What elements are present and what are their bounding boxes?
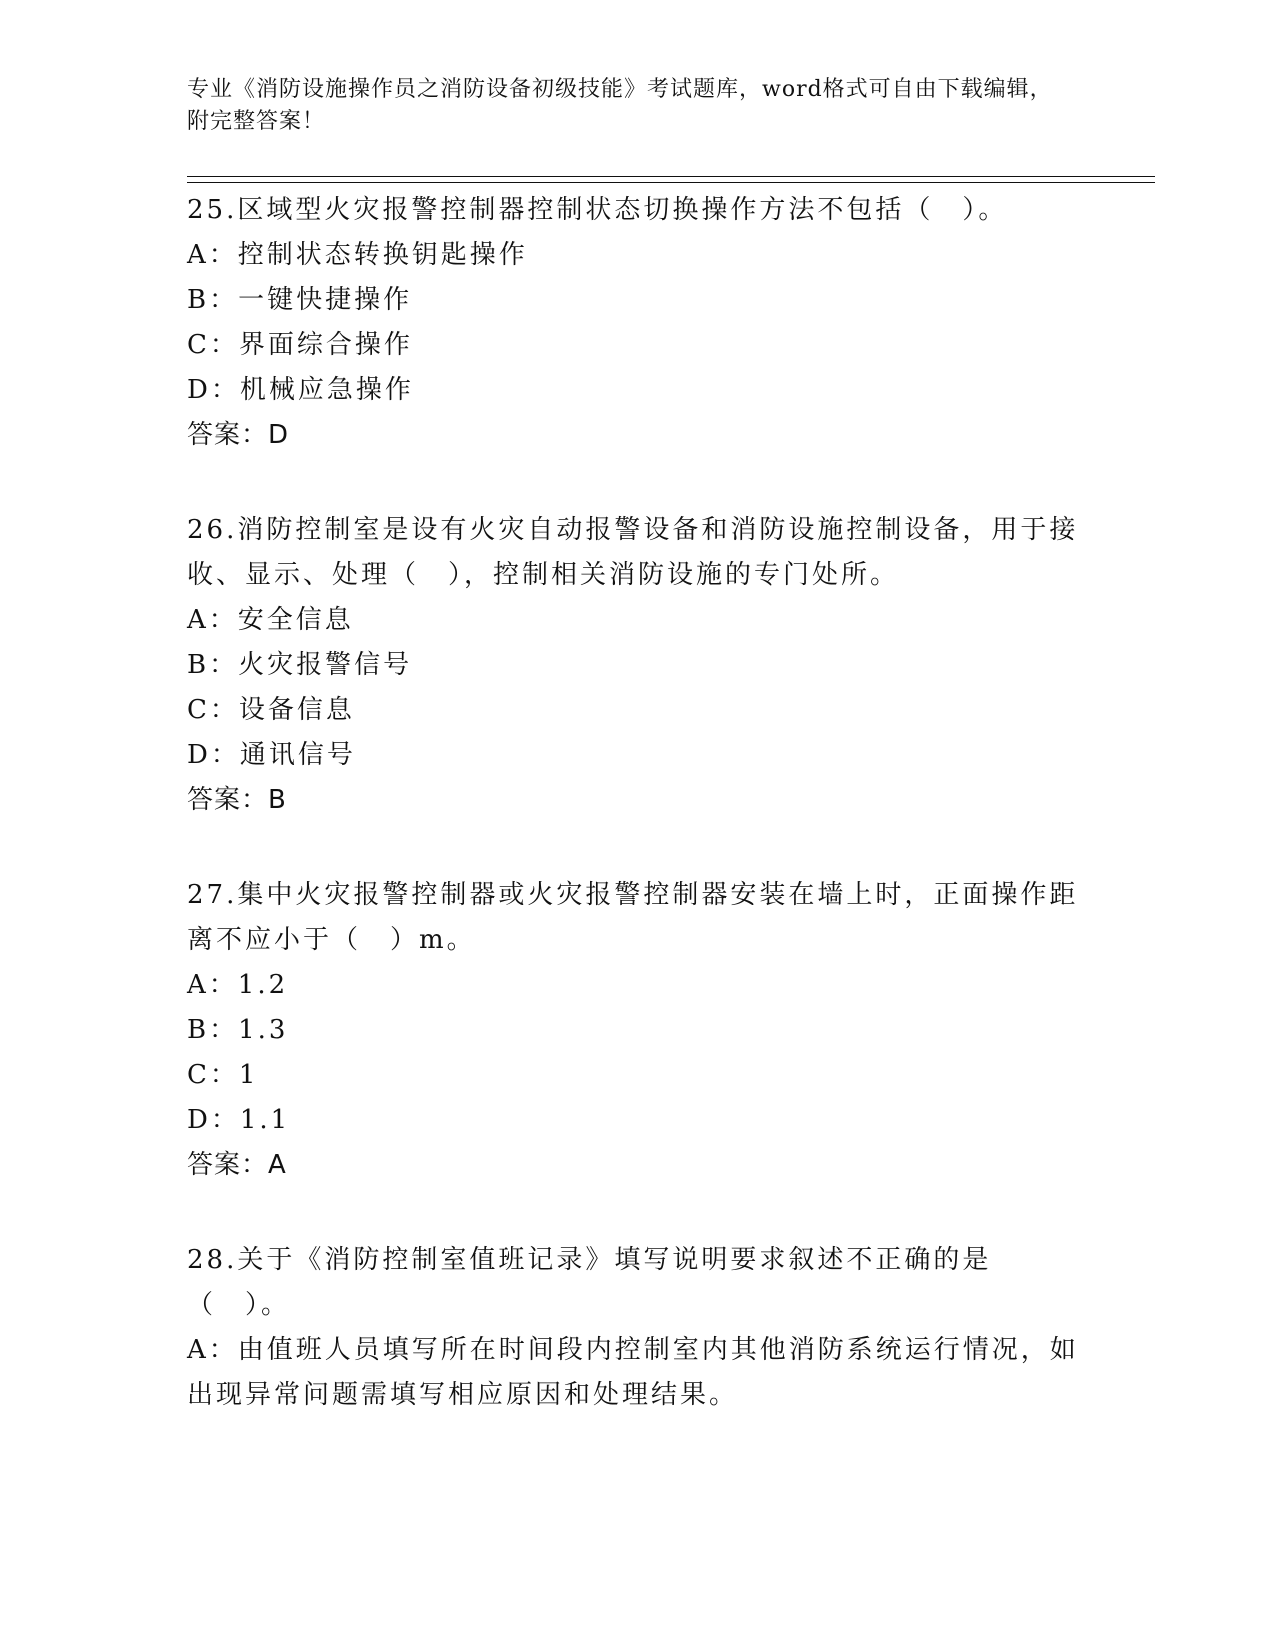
question-stem: 28.关于《消防控制室值班记录》填写说明要求叙述不正确的是（ ）。	[187, 1245, 992, 1320]
option-d: D：1.1	[187, 1105, 291, 1135]
option-a: A：1.2	[187, 970, 289, 1000]
question-stem: 27.集中火灾报警控制器或火灾报警控制器安装在墙上时，正面操作距离不应小于（ ）m。	[187, 880, 1079, 955]
option-a: A：安全信息	[187, 605, 354, 635]
option-b: B：一键快捷操作	[187, 285, 413, 315]
question-25	[187, 188, 1087, 458]
option-d: D：通讯信号	[187, 740, 356, 770]
answer: 答案：A	[187, 1150, 287, 1180]
option-b: B：火灾报警信号	[187, 650, 413, 680]
option-c: C：界面综合操作	[187, 330, 413, 360]
question-28	[187, 1238, 1087, 1418]
question-26	[187, 508, 1087, 823]
option-c: C：1	[187, 1060, 259, 1090]
question-stem: 25.区域型火灾报警控制器控制状态切换操作方法不包括（ ）。	[187, 195, 1008, 225]
option-d: D：机械应急操作	[187, 375, 414, 405]
option-a: A：控制状态转换钥匙操作	[187, 240, 528, 270]
header-divider-bottom	[187, 182, 1155, 183]
answer: 答案：D	[187, 420, 290, 450]
header-divider-top	[187, 176, 1155, 177]
question-list	[187, 188, 1087, 1468]
question-stem: 26.消防控制室是设有火灾自动报警设备和消防设施控制设备，用于接收、显示、处理（ ），控制相关消防设施的专门处所。	[187, 515, 1079, 590]
answer: 答案：B	[187, 785, 287, 815]
option-b: B：1.3	[187, 1015, 289, 1045]
page-header: 专业《消防设施操作员之消防设备初级技能》考试题库，word格式可自由下载编辑，附完整答案！	[187, 77, 1053, 134]
option-a: A：由值班人员填写所在时间段内控制室内其他消防系统运行情况，如出现异常问题需填写相应原因和处理结果。	[187, 1335, 1079, 1410]
option-c: C：设备信息	[187, 695, 355, 725]
question-27	[187, 873, 1087, 1188]
